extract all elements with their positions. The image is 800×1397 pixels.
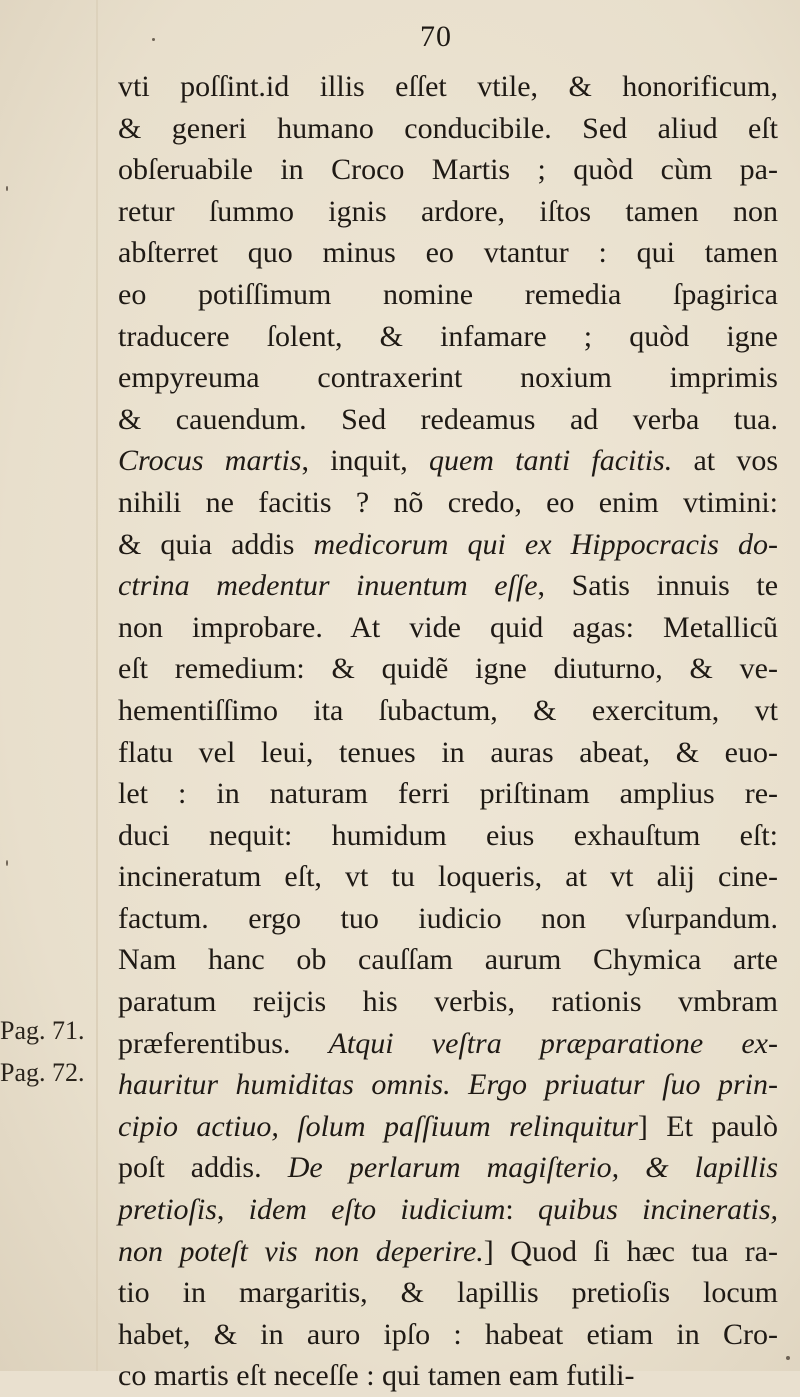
italic-text-run: hauritur humiditas omnis. Ergo priuatur ſuo prin- [118,1068,778,1102]
italic-text-run: pretioſis [118,1193,217,1227]
text-run: non improbare. At vide quid agas: Metallicũ [118,610,778,644]
italic-text-run: ctrina medentur inuentum eſſe [118,569,538,603]
text-run: flatu vel leui, tenues in auras abeat, & euo- [118,735,778,769]
text-run: , Satis innuis te [537,569,779,603]
text-run: , inquit, [301,444,429,478]
text-run: nihili ne facitis ? nõ credo, eo enim vtimini: [118,485,778,519]
text-run: empyreuma contraxerint noxium imprimis [118,361,778,395]
body-text [118,66,778,1397]
text-run: & generi humano conducibile. Sed aliud eſt [118,111,778,145]
text-run: ] Et paulò [637,1109,778,1143]
italic-text-run: quibus incineratis, [537,1193,778,1227]
text-line [118,607,778,649]
text-line [118,1272,778,1314]
italic-text-run: medicorum qui ex Hippocracis do- [313,527,778,561]
italic-text-run: De perlarum magiſterio, & lapillis [287,1151,779,1185]
text-run: & cauendum. Sed redeamus ad verba tua. [118,402,778,436]
text-line [118,773,778,815]
text-run: co martis eſt neceſſe : qui tamen eam futili- [118,1359,635,1393]
text-line [118,149,778,191]
text-run: habet, & in auro ipſo : habeat etiam in Cro- [118,1317,778,1351]
page-number: 70 [420,20,452,53]
text-line [118,399,778,441]
margin-notes [0,1010,90,1093]
text-run: incineratum eſt, vt tu loqueris, at vt alij cine- [118,860,778,894]
text-run: at vos [672,444,779,478]
italic-text-run: idem eſto iudicium [248,1193,506,1227]
text-line [118,108,778,150]
text-run: : [505,1193,538,1227]
text-line [118,440,778,482]
text-line [118,690,778,732]
italic-text-run: cipio actiuo, ſolum paſſiuum relinquitur [118,1109,638,1143]
text-line [118,274,778,316]
margin-note: Pag. 71. [0,1016,85,1045]
text-run: eo potiſſimum nomine remedia ſpagirica [118,277,778,311]
text-line [118,1106,778,1148]
text-line [118,648,778,690]
text-line [118,981,778,1023]
text-run: eſt remedium: & quidẽ igne diuturno, & ve- [118,652,778,686]
text-line [118,191,778,233]
text-line [118,316,778,358]
page-gutter-shadow [96,0,98,1371]
text-line [118,1023,778,1065]
text-line [118,939,778,981]
text-line [118,1189,778,1231]
text-line [118,482,778,524]
text-run: Nam hanc ob cauſſam aurum Chymica arte [118,943,778,977]
text-run: hementiſſimo ita ſubactum, & exercitum, vt [118,693,778,727]
margin-note: Pag. 72. [0,1057,85,1087]
text-line [118,856,778,898]
text-line [118,815,778,857]
text-line [118,1314,778,1356]
text-run: abſterret quo minus eo vtantur : qui tamen [118,236,778,270]
text-run: & quia addis [118,527,314,561]
text-run: vti poſſint.id illis eſſet vtile, & honorificum, [118,70,778,103]
text-run: , [216,1193,249,1227]
text-line [118,232,778,274]
text-run: traducere ſolent, & infamare ; quòd igne [118,319,778,353]
text-run: paratum reijcis his verbis, rationis vmbram [118,985,778,1019]
paper-speck [786,1356,790,1360]
text-run: præferentibus. [118,1026,329,1060]
italic-text-run: non poteſt vis non deperire. [118,1234,484,1268]
text-run: duci nequit: humidum eius exhauſtum eſt: [118,818,778,852]
italic-text-run: Crocus martis [118,444,302,478]
text-run: obſeruabile in Croco Martis ; quòd cùm pa- [118,153,778,187]
text-run: poſt addis. [118,1151,288,1185]
text-run: factum. ergo tuo iudicio non vſurpandum. [118,901,778,935]
text-line [118,732,778,774]
text-line [118,66,778,108]
paper-speck [6,186,8,191]
text-line [118,357,778,399]
text-line [118,898,778,940]
text-line [118,524,778,566]
text-line [118,1231,778,1273]
text-line [118,1147,778,1189]
paper-speck [6,860,8,866]
paper-speck [152,38,155,41]
text-run: tio in margaritis, & lapillis pretioſis locum [118,1276,778,1310]
text-line [118,1064,778,1106]
italic-text-run: Atqui veſtra præparatione ex- [328,1026,778,1060]
text-line [118,1355,778,1397]
text-run: retur ſummo ignis ardore, iſtos tamen non [118,194,778,228]
text-run: ] Quod ſi hæc tua ra- [483,1234,778,1268]
text-run: let : in naturam ferri priſtinam amplius re- [118,777,778,811]
text-line [118,565,778,607]
italic-text-run: quem tanti facitis. [428,444,673,478]
